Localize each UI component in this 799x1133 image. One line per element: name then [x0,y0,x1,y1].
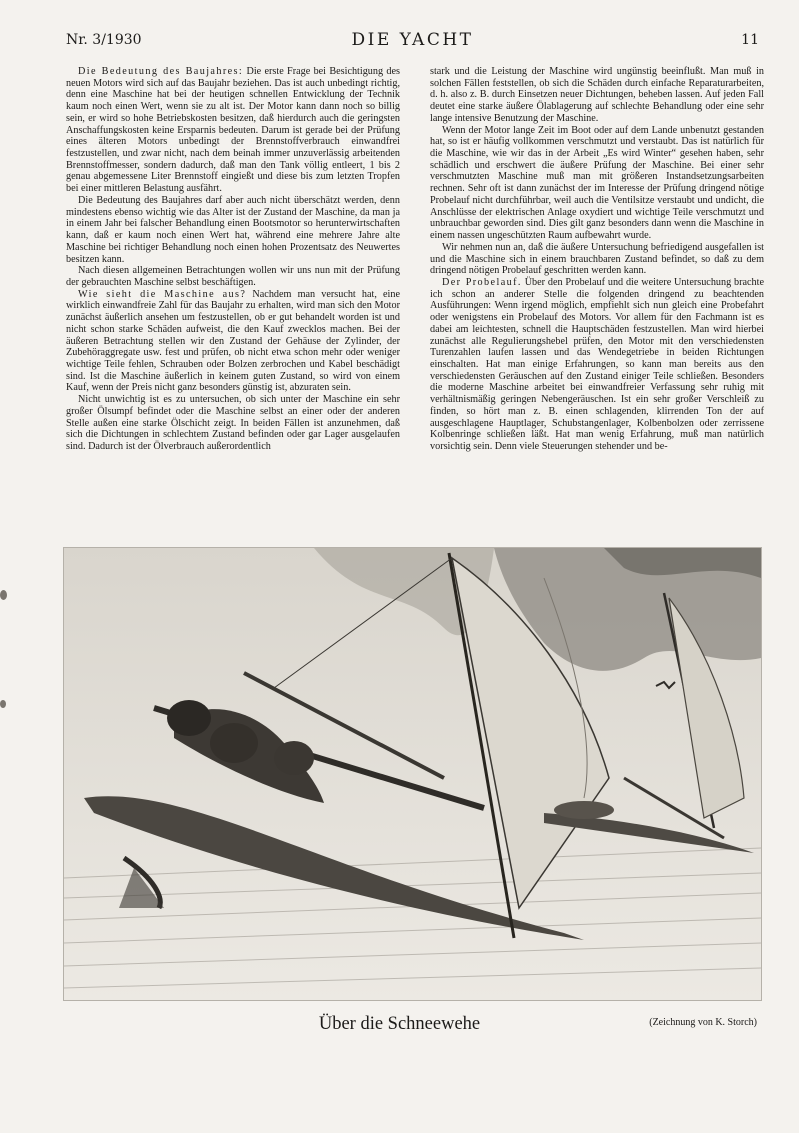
paragraph [430,242,764,277]
paragraph [430,277,764,453]
ice-yacht-illustration [63,547,762,1001]
paragraph-text: Wir nehmen nun an, daß die äußere Untersuchung befriedigend ausgefallen ist und die Maschine sich in einem brauchbaren Zustand befindet, so daß zu dem dringend nötigen Probelauf geschritten werden kann. [430,241,764,277]
issue-number: Nr. 3/1930 [66,32,142,48]
paragraph [430,125,764,242]
ice-yacht-drawing [64,548,761,1000]
paragraph [66,265,400,288]
section-lead: Der Probelauf. [442,276,522,288]
paragraph [66,66,400,195]
paragraph [66,289,400,394]
figure-caption: Über die Schneewehe [318,1014,481,1034]
section-lead: Die Bedeutung des Baujahres: [78,66,244,77]
paragraph-text: Nachdem man versucht hat, eine wirklich einwandfreie Zahl für das Baujahr zu erhalten, wird man sich den Motor zunächst äußerlich ansehen um festzustellen, ob er gut behandelt worden ist und nicht schon starke Schäden aufweist, die den Kauf zwecklos machen. Bei der äußeren Betrachtung stellen wir den Zustand der Gehäuse der Zylinder, der Zubehöraggregate usw. fest und prüfen, ob nicht etwa schon mehr oder weniger wichtige Teile fehlen, Schrauben oder Bolzen zerbrochen und Kabel beschädigt sind. Ist die Maschine äußerlich in keinem guten Zustand, so wird von einem Kauf, wenn der Preis nicht ganz besonders günstig ist, abzuraten sein. [66,288,400,394]
page-number: 11 [741,32,759,48]
paragraph [66,394,400,453]
magazine-title: DIE YACHT [351,30,474,50]
paragraph-text: Wenn der Motor lange Zeit im Boot oder auf dem Lande unbenutzt gestanden hat, so ist er häufig vollkommen verschmutzt und verstaubt. Das ist natürlich für die Maschine, wie wir das in der Arbeit „Es wird Winter“ gesehen haben, sehr schädlich und erschwert die äußere Prüfung der Maschine. Bei einer sehr verschmutzten Maschine muß man mit größeren Instandsetzungsarbeiten rechnen. Sehr oft ist dann zunächst der im Interesse der Prüfung dringend nötige Probelauf nicht durchführbar, weil auch die Ventilsitze verstaubt und undicht, die Anschlüsse der elektrischen Anlage oxydiert und wichtige Teile verschmutzt und unbrauchbar geworden sind. Dies gilt ganz besonders dann wenn die Maschine in einem nassen ungeschützten Raum aufbewahrt wurde. [430,124,764,242]
left-text-column [66,66,400,453]
figure-credit: (Zeichnung von K. Storch) [649,1017,757,1028]
scan-punch-hole [0,590,7,600]
scan-punch-hole [0,700,6,708]
paragraph-text: Die erste Frage bei Besichtigung des neuen Motors wird sich auf das Baujahr beziehen. Das ist auch unbedingt richtig, denn eine Maschine hat bei der heutigen schnellen Entwicklung der Technik kaum noch einen Wert, wenn sie zu alt ist. Der Motor kann dann noch so billig sein, er wird so hohe Betriebskosten besitzen, daß hierdurch auch die geringsten Anschaffungskosten keine Ersparnis bedeuten. Darum ist gerade bei der Prüfung eines älteren Motors unbedingt der Brennstoffverbrauch einwandfrei festzustellen, und zwar nicht, nach dem beinah immer unzuverlässig arbeitenden Brennstoffmesser, sondern dadurch, daß man den Tank völlig entleert, 1 bis 2 genau abgemessene Liter Brennstoff eingießt und diese bis zum letzten Tropfen bei einer mittleren Belastung ausfährt. [66,66,400,195]
paragraph-text: Nicht unwichtig ist es zu untersuchen, ob sich unter der Maschine ein sehr großer Ölsumpf befindet oder die Maschine selbst an einer oder der anderen Stelle außen eine starke Ölschicht zeigt. In beiden Fällen ist anzunehmen, daß sich die Dichtungen in schlechtem Zustand befinden oder gar Lager ausgelaufen sind. Dadurch ist der Ölverbrauch außerordentlich [66,394,400,452]
paragraph [430,66,764,125]
paragraph-text: stark und die Leistung der Maschine wird ungünstig beeinflußt. Man muß in solchen Fällen feststellen, ob sich die Schäden durch einfache Reparaturarbeiten, d. h. also z. B. durch Einsetzen neuer Dichtungen, beheben lassen. Auf jeden Fall deutet eine starke äußere Ölablagerung auf schlechte Behandlung oder eine sehr lange intensive Benutzung der Maschine. [430,66,764,124]
page-header [66,32,759,54]
paragraph-text: Nach diesen allgemeinen Betrachtungen wollen wir uns nun mit der Prüfung der gebrauchten Maschine selbst beschäftigen. [66,265,400,288]
right-text-column [430,66,764,453]
paragraph [66,195,400,265]
paragraph-text: Die Bedeutung des Baujahres darf aber auch nicht überschätzt werden, denn mindestens ebenso wichtig wie das Alter ist der Zustand der Maschine, da man ja in einem Jahr bei falscher Behandlung einen Bootsmotor so herunterwirtschaften kann, daß er kaum noch einen Wert hat, während eine mehrere Jahre alte Maschine bei richtiger Behandlung noch einen hohen Prozentsatz des Neuwertes besitzen kann. [66,194,400,265]
section-lead: Wie sieht die Maschine aus? [78,288,247,300]
paragraph-text: Über den Probelauf und die weitere Untersuchung brachte ich schon an anderer Stelle die folgenden dringend zu beachtenden Ausführungen: Wenn irgend möglich, empfiehlt sich nun gleich eine Probefahrt oder wenigstens ein Probelauf des Motors. Vor allem für den Fachmann ist es dabei am leichtesten, schnell die Hauptschäden festzustellen. Man wird hierbei zunächst alle Regulierungshebel prüfen, den Motor mit den verschiedensten Turenzahlen laufen lassen und das Wendegetriebe in beiden Richtungen einschalten. Hat man einige Erfahrungen, so kann man bereits aus den verschiedensten Geräuschen auf den Zustand einiger Teile schließen. Besonders die moderne Maschine arbeitet bei einwandfreier Verfassung sehr ruhig mit verhältnismäßig geringen Nebengeräuschen. Ist ein sehr großer Verschleiß zu finden, so hört man z. B. einen schlagenden, klirrenden Ton der auf ausgeschlagene Hauptlager, Schubstangenlager, Kolbenbolzen oder zerrissene Kolbenringe schließen läßt. Hat man wenig Erfahrung, muß man natürlich vorsichtig sein. Denn viele Steuerungen stehender und be- [430,276,764,452]
